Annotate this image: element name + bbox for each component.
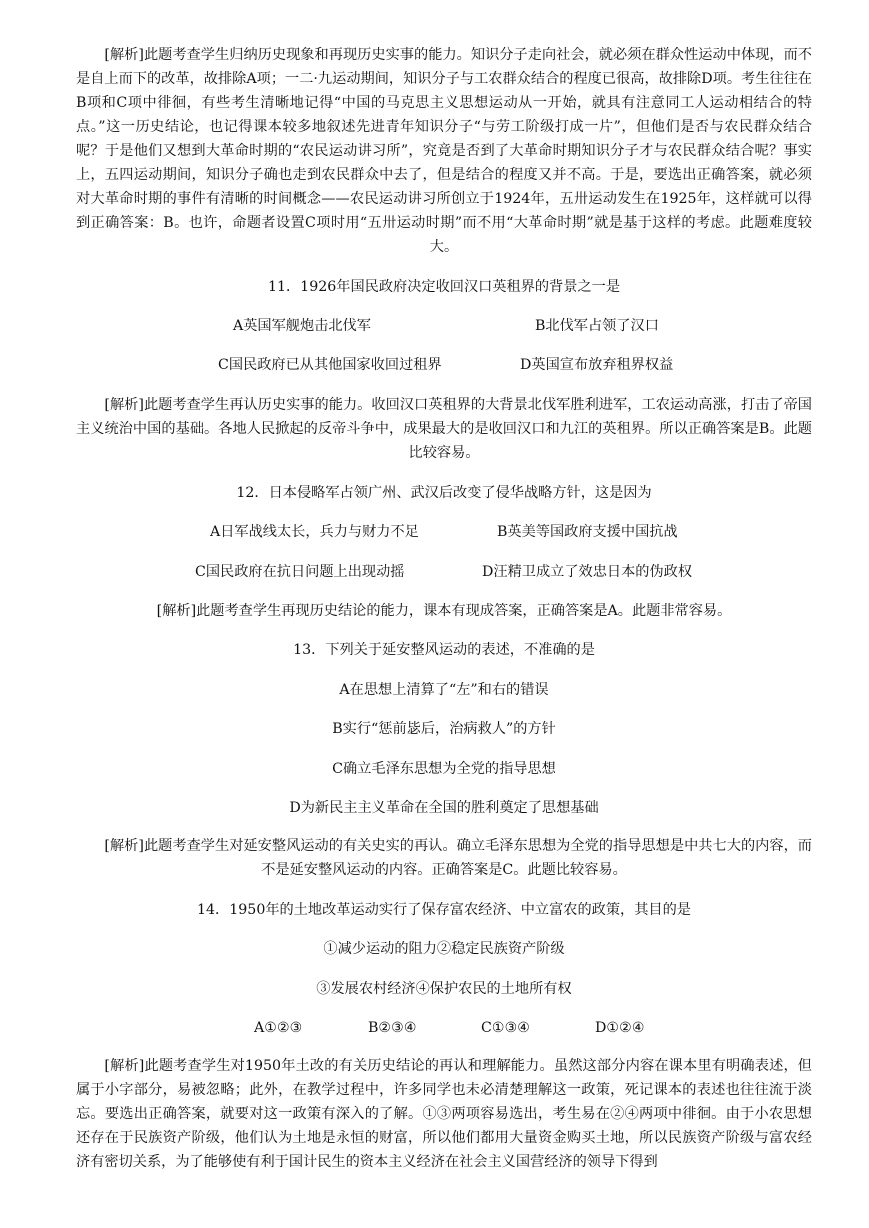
question-14-option-d: D①②④	[595, 1020, 645, 1036]
analysis-q11: [解析]此题考查学生再认历史实事的能力。收回汉口英租界的大背景北伐军胜利进军，工农运动高涨，打击了帝国主义统治中国的基础。各地人民掀起的反帝斗争中，成果最大的是收回汉口和九江的英租界。所以正确答案是B。此题比较容易。	[76, 397, 812, 461]
analysis-q12: [解析]此题考查学生再现历史结论的能力，课本有现成答案，正确答案是A。此题非常容易。	[156, 603, 732, 619]
analysis-q13: [解析]此题考查学生对延安整风运动的有关史实的再认。确立毛泽东思想为全党的指导思想是中共七大的内容，而不是延安整风运动的内容。正确答案是C。此题比较容易。	[104, 838, 812, 878]
question-14-option-b: B②③④	[368, 1020, 417, 1036]
question-11-stem: 11．1926年国民政府决定收回汉口英租界的背景之一是	[267, 279, 621, 295]
question-12-option-b: B英美等国政府支援中国抗战	[497, 524, 678, 540]
question-12-option-d: D汪精卫成立了效忠日本的伪政权	[482, 564, 693, 580]
question-12-option-c: C国民政府在抗日问题上出现动摇	[195, 564, 405, 580]
question-14-items-line-1: ①减少运动的阻力②稳定民族资产阶级	[323, 941, 565, 957]
analysis-q14: [解析]此题考查学生对1950年土改的有关历史结论的再认和理解能力。虽然这部分内容在课本里有明确表述，但属于小字部分，易被忽略；此外，在教学过程中，许多同学也未必清楚理解这一政策，死记课本的表述也往往流于淡忘。要选出正确答案，就要对这一政策有深入的了解。①③两项容易选出，考生易在②④两项中徘徊。由于小农思想还存在于民族资产阶级，他们认为土地是永恒的财富，所以他们都用大量资金购买土地，所以民族资产阶级与富农经济有密切关系，为了能够使有利于国计民生的资本主义经济在社会主义国营经济的领导下得到	[76, 1058, 812, 1170]
question-13-option-a: A在思想上清算了“左”和右的错误	[339, 682, 549, 698]
question-11-option-c: C国民政府已从其他国家收回过租界	[218, 357, 442, 373]
analysis-q10: [解析]此题考查学生归纳历史现象和再现历史实事的能力。知识分子走向社会，就必须在群众性运动中体现，而不是自上而下的改革，故排除A项；一二·九运动期间，知识分子与工农群众结合的程度已很高，故排除D项。考生往往在B项和C项中徘徊，有些考生清晰地记得“中国的马克思主义思想运动从一开始，就具有注意同工人运动相结合的特点。”这一历史结论，也记得课本较多地叙述先进青年知识分子“与劳工阶级打成一片”，但他们是否与农民群众结合呢？于是他们又想到大革命时期的“农民运动讲习所”，究竟是否到了大革命时期知识分子才与农民群众结合呢？事实上，五四运动期间，知识分子确也走到农民群众中去了，但是结合的程度又并不高。于是，要选出正确答案，就必须对大革命时期的事件有清晰的时间概念——农民运动讲习所创立于1924年，五卅运动发生在1925年，这样就可以得到正确答案：B。也许，命题者设置C项时用“五卅运动时期”而不用“大革命时期”就是基于这样的考虑。此题难度较大。	[76, 47, 812, 255]
question-13-option-d: D为新民主主义革命在全国的胜利奠定了思想基础	[289, 800, 599, 816]
question-14-items-line-2: ③发展农村经济④保护农民的土地所有权	[316, 981, 572, 997]
question-11-option-a: A英国军舰炮击北伐军	[233, 318, 371, 334]
question-13-stem: 13．下列关于延安整风运动的表述，不准确的是	[293, 642, 595, 658]
question-14-stem: 14．1950年的土地改革运动实行了保存富农经济、中立富农的政策，其目的是	[197, 902, 691, 918]
question-14-option-c: C①③④	[481, 1020, 531, 1036]
question-12-option-a: A日军战线太长，兵力与财力不足	[210, 524, 419, 540]
question-13-option-b: B实行“惩前毖后，治病救人”的方针	[332, 721, 556, 737]
question-11-option-d: D英国宣布放弃租界权益	[520, 357, 674, 373]
question-14-option-a: A①②③	[254, 1020, 303, 1036]
question-13-option-c: C确立毛泽东思想为全党的指导思想	[332, 761, 556, 777]
question-12-stem: 12．日本侵略军占领广州、武汉后改变了侵华战略方针，这是因为	[236, 485, 652, 501]
question-11-option-b: B北伐军占领了汉口	[535, 318, 659, 334]
